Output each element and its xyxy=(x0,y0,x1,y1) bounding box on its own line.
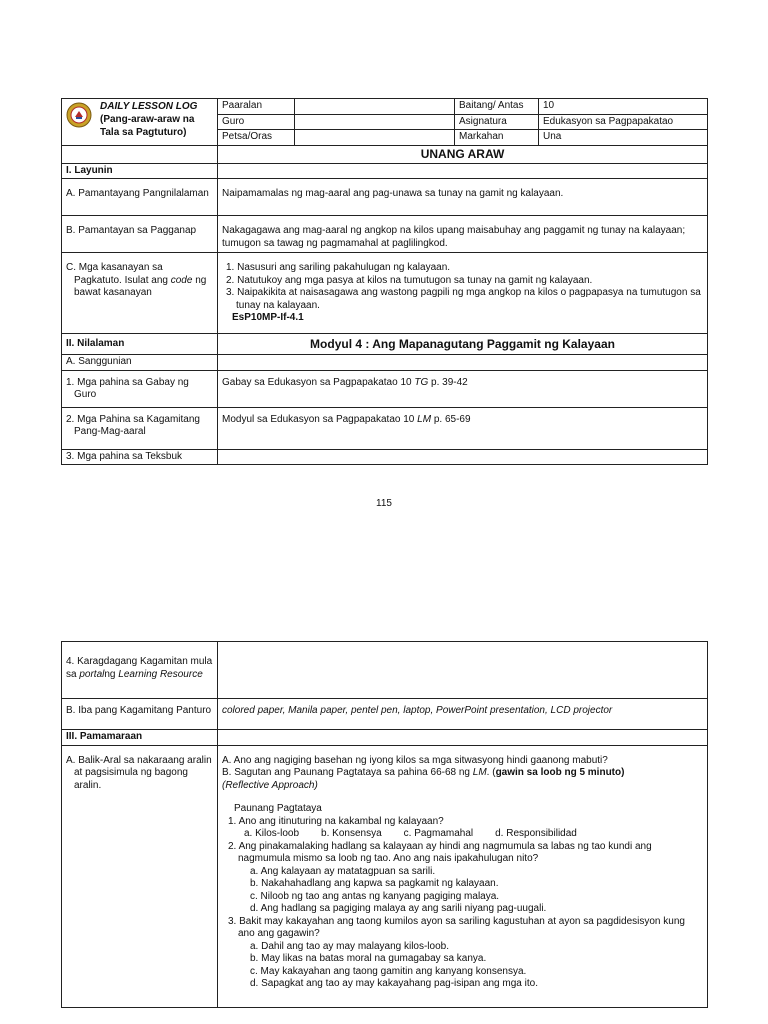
pamantayang-pangnilalaman-value: Naipamamalas ng mag-aaral ang pag-unawa sa tunay na gamit ng kalayaan. xyxy=(218,179,708,216)
question-1-choices xyxy=(222,828,703,841)
balik-aral-b xyxy=(222,767,703,780)
header-title-line2: (Pang-araw-araw na xyxy=(100,114,195,125)
header-title-line3: Tala sa Pagtuturo) xyxy=(100,127,187,138)
baitang-label: Baitang/ Antas xyxy=(455,99,539,115)
karagdagang-kagamitan-value xyxy=(218,642,708,699)
pamamaraan-heading: III. Pamamaraan xyxy=(62,730,218,746)
karagdagang-label-part1: 4. Karagdagang Kagamitan mula sa xyxy=(66,656,213,680)
petsa-value xyxy=(295,130,455,146)
header-title-line1: DAILY LESSON LOG xyxy=(100,101,198,112)
modyul-title: Modyul 4 : Ang Mapanagutang Paggamit ng Kalayaan xyxy=(218,334,708,355)
pamamaraan-heading-blank xyxy=(218,730,708,746)
kasanayan-code: EsP10MP-If-4.1 xyxy=(232,312,304,323)
pamantayan-sa-pagganap-value: Nakagagawa ang mag-aaral ng angkop na kilos upang maisabuhay ang paggamit ng tunay na kalayaan; tumugon sa tawag ng pagmamahal at paglilingkod. xyxy=(218,216,708,253)
pamantayan-sa-pagganap-label: B. Pamantayan sa Pagganap xyxy=(62,216,218,253)
gabay-ng-guro-label: 1. Mga pahina sa Gabay ng Guro xyxy=(62,370,218,407)
gabay-ng-guro-value xyxy=(218,370,708,407)
baitang-value: 10 xyxy=(539,99,708,115)
sanggunian-blank xyxy=(218,355,708,371)
kasanayan-item-2: 2. Natutukoy ang mga pasya at kilos na tumutugon sa tunay na gamit ng kalayaan. xyxy=(226,274,593,286)
question-1: 1. Ano ang itinuturing na kakambal ng kalayaan? xyxy=(228,815,444,827)
markahan-value: Una xyxy=(539,130,708,146)
q1-choice-a: a. Kilos-loob xyxy=(244,828,300,839)
kagamitan-value-lm: LM xyxy=(417,413,432,425)
karagdagang-label-learning-resource: Learning Resource xyxy=(118,668,203,680)
q1-choice-c: c. Pagmamahal xyxy=(403,828,474,839)
kasanayan-label xyxy=(62,253,218,334)
gabay-value-part2: p. 39-42 xyxy=(428,376,468,388)
kasanayan-value xyxy=(218,253,708,334)
teksbuk-value xyxy=(218,449,708,465)
paaralan-label: Paaralan xyxy=(218,99,295,115)
kagamitan-value-part1: Modyul sa Edukasyon sa Pagpapakatao 10 xyxy=(222,413,418,425)
q3-choice-d: d. Sapagkat ang tao ay may kakayahang pag-isipan ang mga ito. xyxy=(250,978,538,989)
sanggunian-label: A. Sanggunian xyxy=(62,355,218,371)
q2-choice-d: d. Ang hadlang sa pagiging malaya ay ang sarili niyang pag-uugali. xyxy=(250,903,547,914)
kasanayan-label-part1: C. Mga kasanayan sa Pagkatuto. Isulat ang xyxy=(66,262,171,286)
q2-choice-b: b. Nakahahadlang ang kapwa sa pagkamit ng kalayaan. xyxy=(250,878,499,889)
q3-choice-b: b. May likas na batas moral na gumagabay sa kanya. xyxy=(250,953,487,964)
lesson-log-table-2 xyxy=(61,641,708,1008)
kagamitan-value-part2: p. 65-69 xyxy=(431,413,471,425)
header-title xyxy=(100,100,213,139)
kagamitang-pang-mag-aaral-value xyxy=(218,407,708,449)
question-2: 2. Ang pinakamalaking hadlang sa kalayaan ay hindi ang nagmumula sa labas ng tao kundi ang nagmumula mismo sa loob ng tao. Ano ang nais ipakahulugan nito? xyxy=(228,840,652,864)
karagdagang-label-portal: portal xyxy=(79,668,105,680)
balik-b-part2: . ( xyxy=(486,767,496,778)
header-title-cell xyxy=(62,99,218,146)
day-title: UNANG ARAW xyxy=(218,145,708,163)
layunin-heading: I. Layunin xyxy=(62,163,218,179)
kasanayan-label-part2: ng bawat kasanayan xyxy=(74,274,207,298)
lesson-log-table-1 xyxy=(61,98,708,465)
q1-choice-d: d. Responsibilidad xyxy=(495,828,577,839)
iba-pang-kagamitan-label: B. Iba pang Kagamitang Panturo xyxy=(62,699,218,730)
pamantayang-pangnilalaman-label: A. Pamantayang Pangnilalaman xyxy=(62,179,218,216)
gabay-value-part1: Gabay sa Edukasyon sa Pagpapakatao 10 xyxy=(222,376,415,388)
guro-label: Guro xyxy=(218,114,295,130)
pagtataya-title: Paunang Pagtataya xyxy=(234,803,322,814)
balik-b-approach: (Reflective Approach) xyxy=(222,779,318,791)
balik-b-lm: LM xyxy=(472,767,487,778)
question-3: 3. Bakit may kakayahan ang taong kumilos ayon sa sariling kagustuhan at ayon sa pagdidesisyon kung ano ang gagawin? xyxy=(228,915,685,939)
balik-aral-a: A. Ano ang nagiging basehan ng iyong kilos sa mga sitwasyong hindi gaanong mabuti? xyxy=(222,754,608,766)
kasanayan-item-1: 1. Nasusuri ang sariling pakahulugan ng kalayaan. xyxy=(226,262,451,273)
q3-choice-a: a. Dahil ang tao ay may malayang kilos-loob. xyxy=(250,940,449,952)
asignatura-label: Asignatura xyxy=(455,114,539,130)
q1-choice-b: b. Konsensya xyxy=(321,828,382,839)
deped-seal-icon xyxy=(66,102,92,128)
day-blank-cell xyxy=(62,145,218,163)
layunin-heading-blank xyxy=(218,163,708,179)
paaralan-value xyxy=(295,99,455,115)
gabay-value-tg: TG xyxy=(414,376,429,388)
iba-pang-kagamitan-value: colored paper, Manila paper, pentel pen, laptop, PowerPoint presentation, LCD projector xyxy=(218,699,708,730)
balik-aral-value xyxy=(218,745,708,1007)
markahan-label: Markahan xyxy=(455,130,539,146)
q2-choice-a: a. Ang kalayaan ay matatagpuan sa sarili. xyxy=(250,865,436,877)
page-number: 115 xyxy=(376,498,392,509)
asignatura-value: Edukasyon sa Pagpapakatao xyxy=(539,114,708,130)
q3-choice-c: c. May kakayahan ang taong gamitin ang kanyang konsensya. xyxy=(250,965,527,977)
balik-aral-label: A. Balik-Aral sa nakaraang aralin at pagsisimula ng bagong aralin. xyxy=(62,745,218,1007)
karagdagang-kagamitan-label xyxy=(62,642,218,699)
petsa-label: Petsa/Oras xyxy=(218,130,295,146)
balik-b-duration: gawin sa loob ng 5 minuto) xyxy=(495,767,625,778)
karagdagang-label-part2: ng xyxy=(104,668,119,680)
nilalaman-heading: II. Nilalaman xyxy=(62,334,218,355)
teksbuk-label: 3. Mga pahina sa Teksbuk xyxy=(62,449,218,465)
balik-b-part1: B. Sagutan ang Paunang Pagtataya sa pahina 66-68 ng xyxy=(222,767,473,778)
q2-choice-c: c. Niloob ng tao ang antas ng kanyang pagiging malaya. xyxy=(250,890,500,902)
kagamitang-pang-mag-aaral-label: 2. Mga Pahina sa Kagamitang Pang-Mag-aaral xyxy=(62,407,218,449)
kasanayan-label-code: code xyxy=(170,274,193,286)
kasanayan-item-3: 3. Naipakikita at naisasagawa ang wastong pagpili ng mga angkop na kilos o pagpapasya na tumutugon sa tunay na kalayaan. xyxy=(226,287,701,311)
guro-value xyxy=(295,114,455,130)
